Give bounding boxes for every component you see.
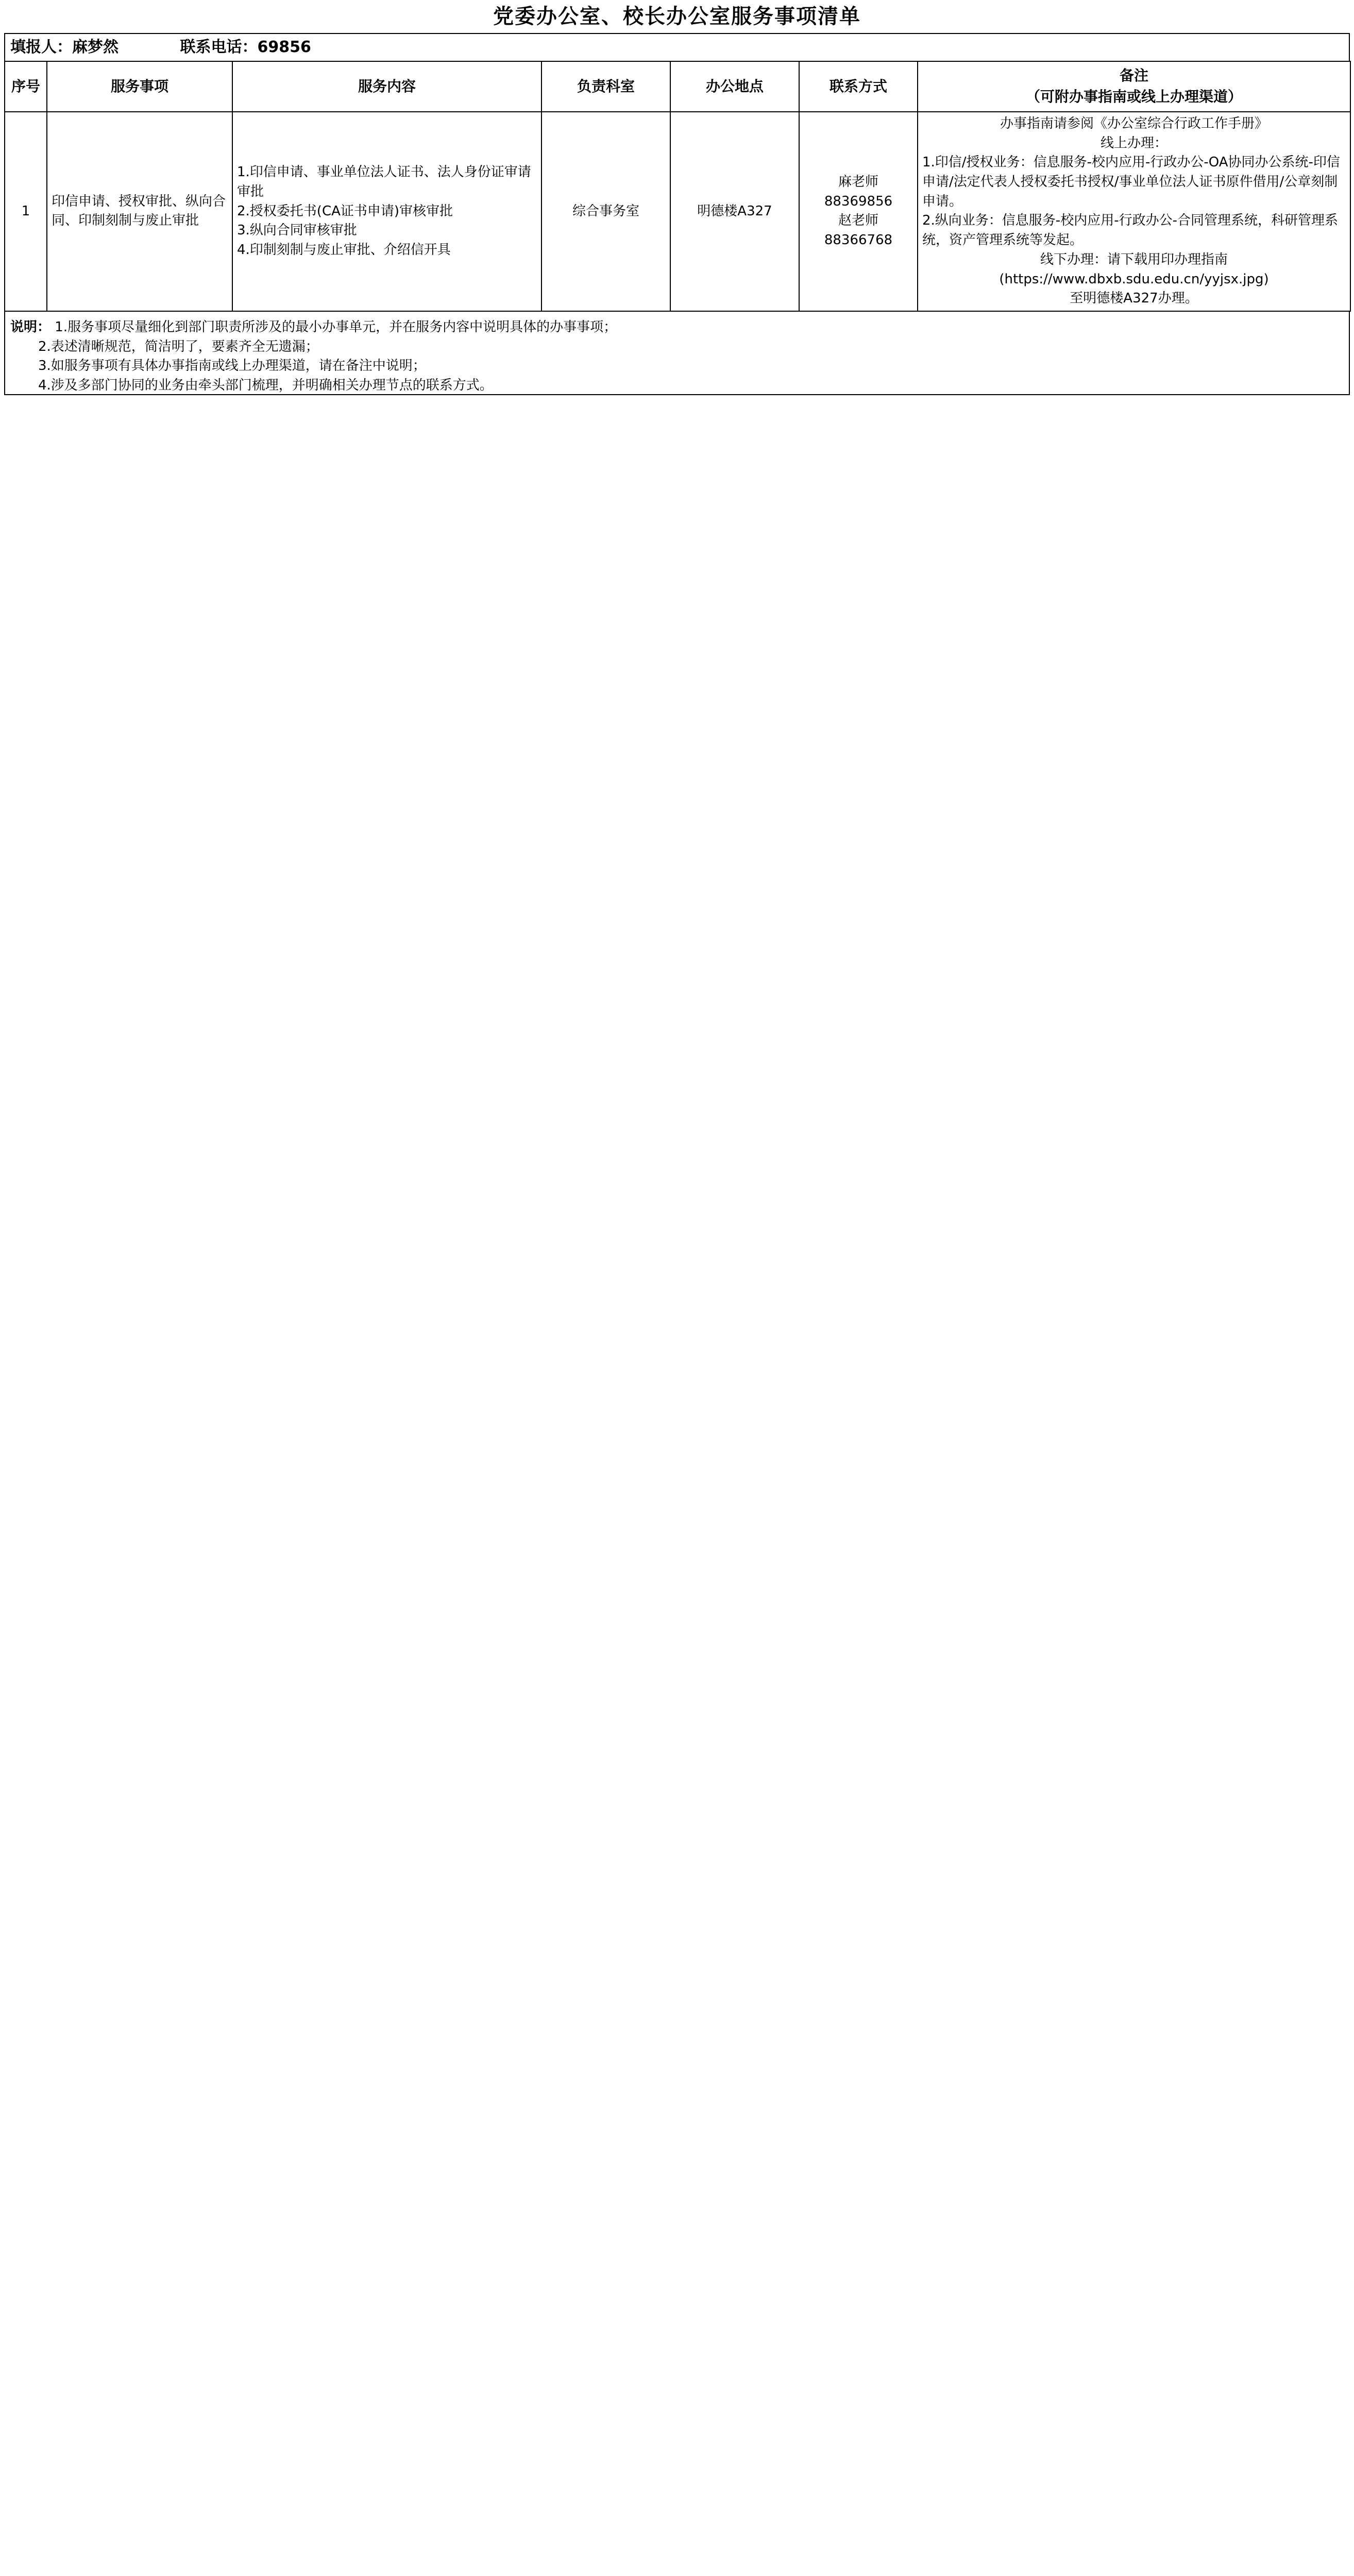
- col-header-item: 服务事项: [47, 61, 232, 112]
- footnote: [4, 312, 1350, 395]
- office-location: 明德楼A327: [670, 112, 799, 311]
- col-header-no: 序号: [5, 61, 47, 112]
- header-row: [5, 61, 1350, 112]
- filler-name: 填报人：麻梦然: [10, 38, 119, 56]
- col-header-location: 办公地点: [670, 61, 799, 112]
- footnote-line: 2.表述清晰规范，简洁明了，要素齐全无遗漏；: [38, 338, 319, 354]
- service-note: 办事指南请参阅《办公室综合行政工作手册》 线上办理： 1.印信/授权业务：信息服务-校内应用-行政办公-OA协同办公系统-印信申请/法定代表人授权委托书授权/事业单位法人证书原件借用/公章刻制申请。 2.纵向业务：信息服务-校内应用-行政办公-合同管理系统，科研管理系统，资产管理系统等发起。 线下办理：请下载用印办理指南 (https://www.dbxb.sdu.edu.cn/yyjsx.jpg) 至明德楼A327办理。: [918, 112, 1350, 311]
- service-item: 印信申请、授权审批、纵向合同、印制刻制与废止审批: [47, 112, 232, 311]
- table-row: [5, 112, 1350, 311]
- col-header-content: 服务内容: [232, 61, 541, 112]
- service-table: [4, 61, 1351, 312]
- service-content: 1.印信申请、事业单位法人证书、法人身份证审请审批 2.授权委托书(CA证书申请)审核审批 3.纵向合同审核审批 4.印制刻制与废止审批、介绍信开具: [232, 112, 541, 311]
- row-number: 1: [5, 112, 47, 311]
- filler-info: [4, 33, 1350, 61]
- col-header-contact: 联系方式: [799, 61, 918, 112]
- footnote-line: 3.如服务事项有具体办事指南或线上办理渠道，请在备注中说明；: [38, 358, 426, 374]
- contact-info: 麻老师 88369856 赵老师 88366768: [799, 112, 918, 311]
- filler-phone: 联系电话：69856: [180, 38, 311, 56]
- col-header-note: 备注 （可附办事指南或线上办理渠道）: [918, 61, 1350, 112]
- col-header-office: 负责科室: [541, 61, 670, 112]
- footnote-line: 1.服务事项尽量细化到部门职责所涉及的最小办事单元，并在服务内容中说明具体的办事事项；: [55, 319, 617, 335]
- page-title: 党委办公室、校长办公室服务事项清单: [493, 5, 861, 28]
- footnote-line: 4.涉及多部门协同的业务由牵头部门梳理，并明确相关办理节点的联系方式。: [38, 377, 493, 393]
- responsible-office: 综合事务室: [541, 112, 670, 311]
- footnote-label: 说明：: [10, 319, 51, 335]
